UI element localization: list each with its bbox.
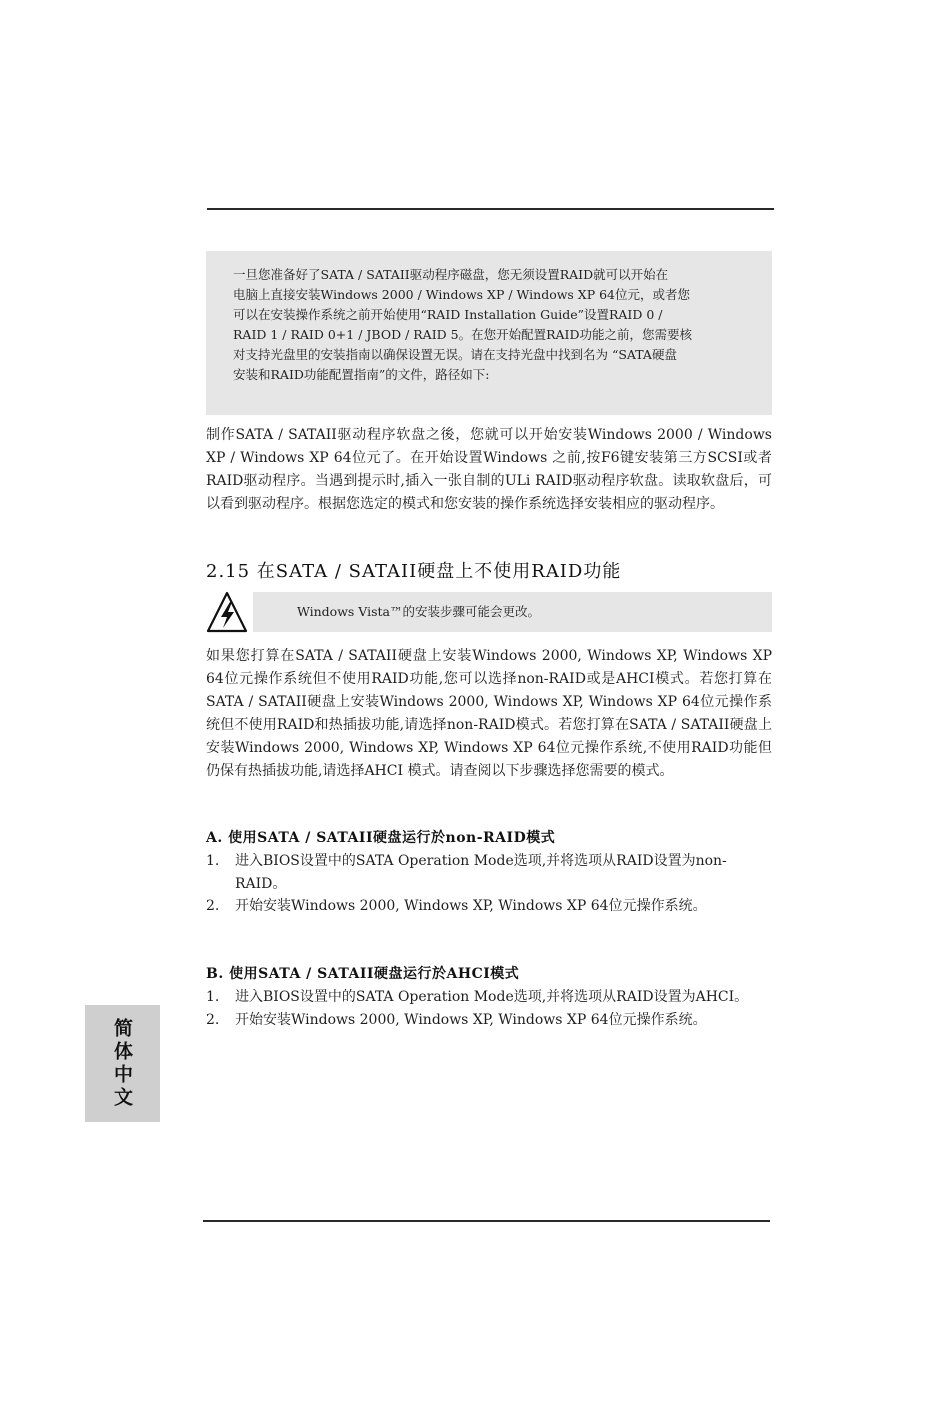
note-line: 安装和RAID功能配置指南”的文件，路径如下: [233,367,490,382]
note-line: 一旦您准备好了SATA / SATAII驱动程序磁盘，您无须设置RAID就可以开始在 [233,267,669,282]
language-side-tab [85,1005,160,1122]
step-text: 开始安装Windows 2000, Windows XP, Windows XP 64位元操作系统。 [235,898,707,914]
step-number: 2. [206,1011,220,1028]
note-line: RAID 1 / RAID 0+1 / JBOD / RAID 5。在您开始配置RAID功能之前，您需要核 [233,327,692,342]
step-number: 1. [206,989,220,1005]
top-rule [207,208,774,210]
step-text: 进入BIOS设置中的SATA Operation Mode选项,并将选项从RAID设置为non-RAID。 [235,853,727,892]
mode-paragraph: 如果您打算在SATA / SATAII硬盘上安装Windows 2000, Windows XP, Windows XP 64位元操作系统但不使用RAID功能,您可以选择non-RAID或是AHCI模式。若您打算在SATA / SATAII硬盘上安装Windows 2000, Windows XP, Windows XP 64位元操作系统但不使用RAID和热插拔功能,请选择non-RAID模式。若您打算在SATA / SATAII硬盘上安装Windows 2000, Windows XP, Windows XP 64位元操作系统,不使用RAID功能但仍保有热插拔功能,请选择AHCI 模式。请查阅以下步骤选择您需要的模式。 [206,648,772,779]
bottom-rule [203,1220,770,1222]
step-text: 开始安装Windows 2000, Windows XP, Windows XP 64位元操作系统。 [235,1011,707,1028]
step-item [206,850,766,895]
step-number: 2. [206,898,220,914]
step-item [206,986,766,1009]
step-number: 1. [206,853,220,869]
step-item [206,895,766,918]
note-line: 可以在安装操作系统之前开始使用“RAID Installation Guide”设置RAID 0 / [233,307,663,322]
intro-paragraph: 制作SATA / SATAII驱动程序软盘之後，您就可以开始安装Windows 2000 / Windows XP / Windows XP 64位元了。在开始设置Windows 之前,按F6键安装第三方SCSI或者RAID驱动程序。当遇到提示时,插入一张自制的ULi RAID驱动程序软盘。读取软盘后，可以看到驱动程序。根据您选定的模式和您安装的操作系统选择安装相应的驱动程序。 [206,427,772,512]
step-item [206,1009,766,1032]
note-line: 电脑上直接安装Windows 2000 / Windows XP / Windows XP 64位元，或者您 [233,287,691,302]
note-line: 对支持光盘里的安装指南以确保设置无误。请在支持光盘中找到名为 “SATA硬盘 [233,347,677,362]
section-title: 2.15 在SATA / SATAII硬盘上不使用RAID功能 [206,561,622,582]
section-b-heading: B. 使用SATA / SATAII硬盘运行於AHCI模式 [206,966,520,982]
section-b-steps [206,986,766,1031]
step-text: 进入BIOS设置中的SATA Operation Mode选项,并将选项从RAID设置为AHCI。 [235,989,749,1005]
section-a-steps [206,850,766,918]
language-label: 简体中文 [111,1017,133,1110]
section-a-heading: A. 使用SATA / SATAII硬盘运行於non-RAID模式 [206,830,556,846]
note-box [206,251,772,415]
warning-icon [205,590,249,634]
warning-note: Windows Vista™的安装步骤可能会更改。 [253,592,772,632]
